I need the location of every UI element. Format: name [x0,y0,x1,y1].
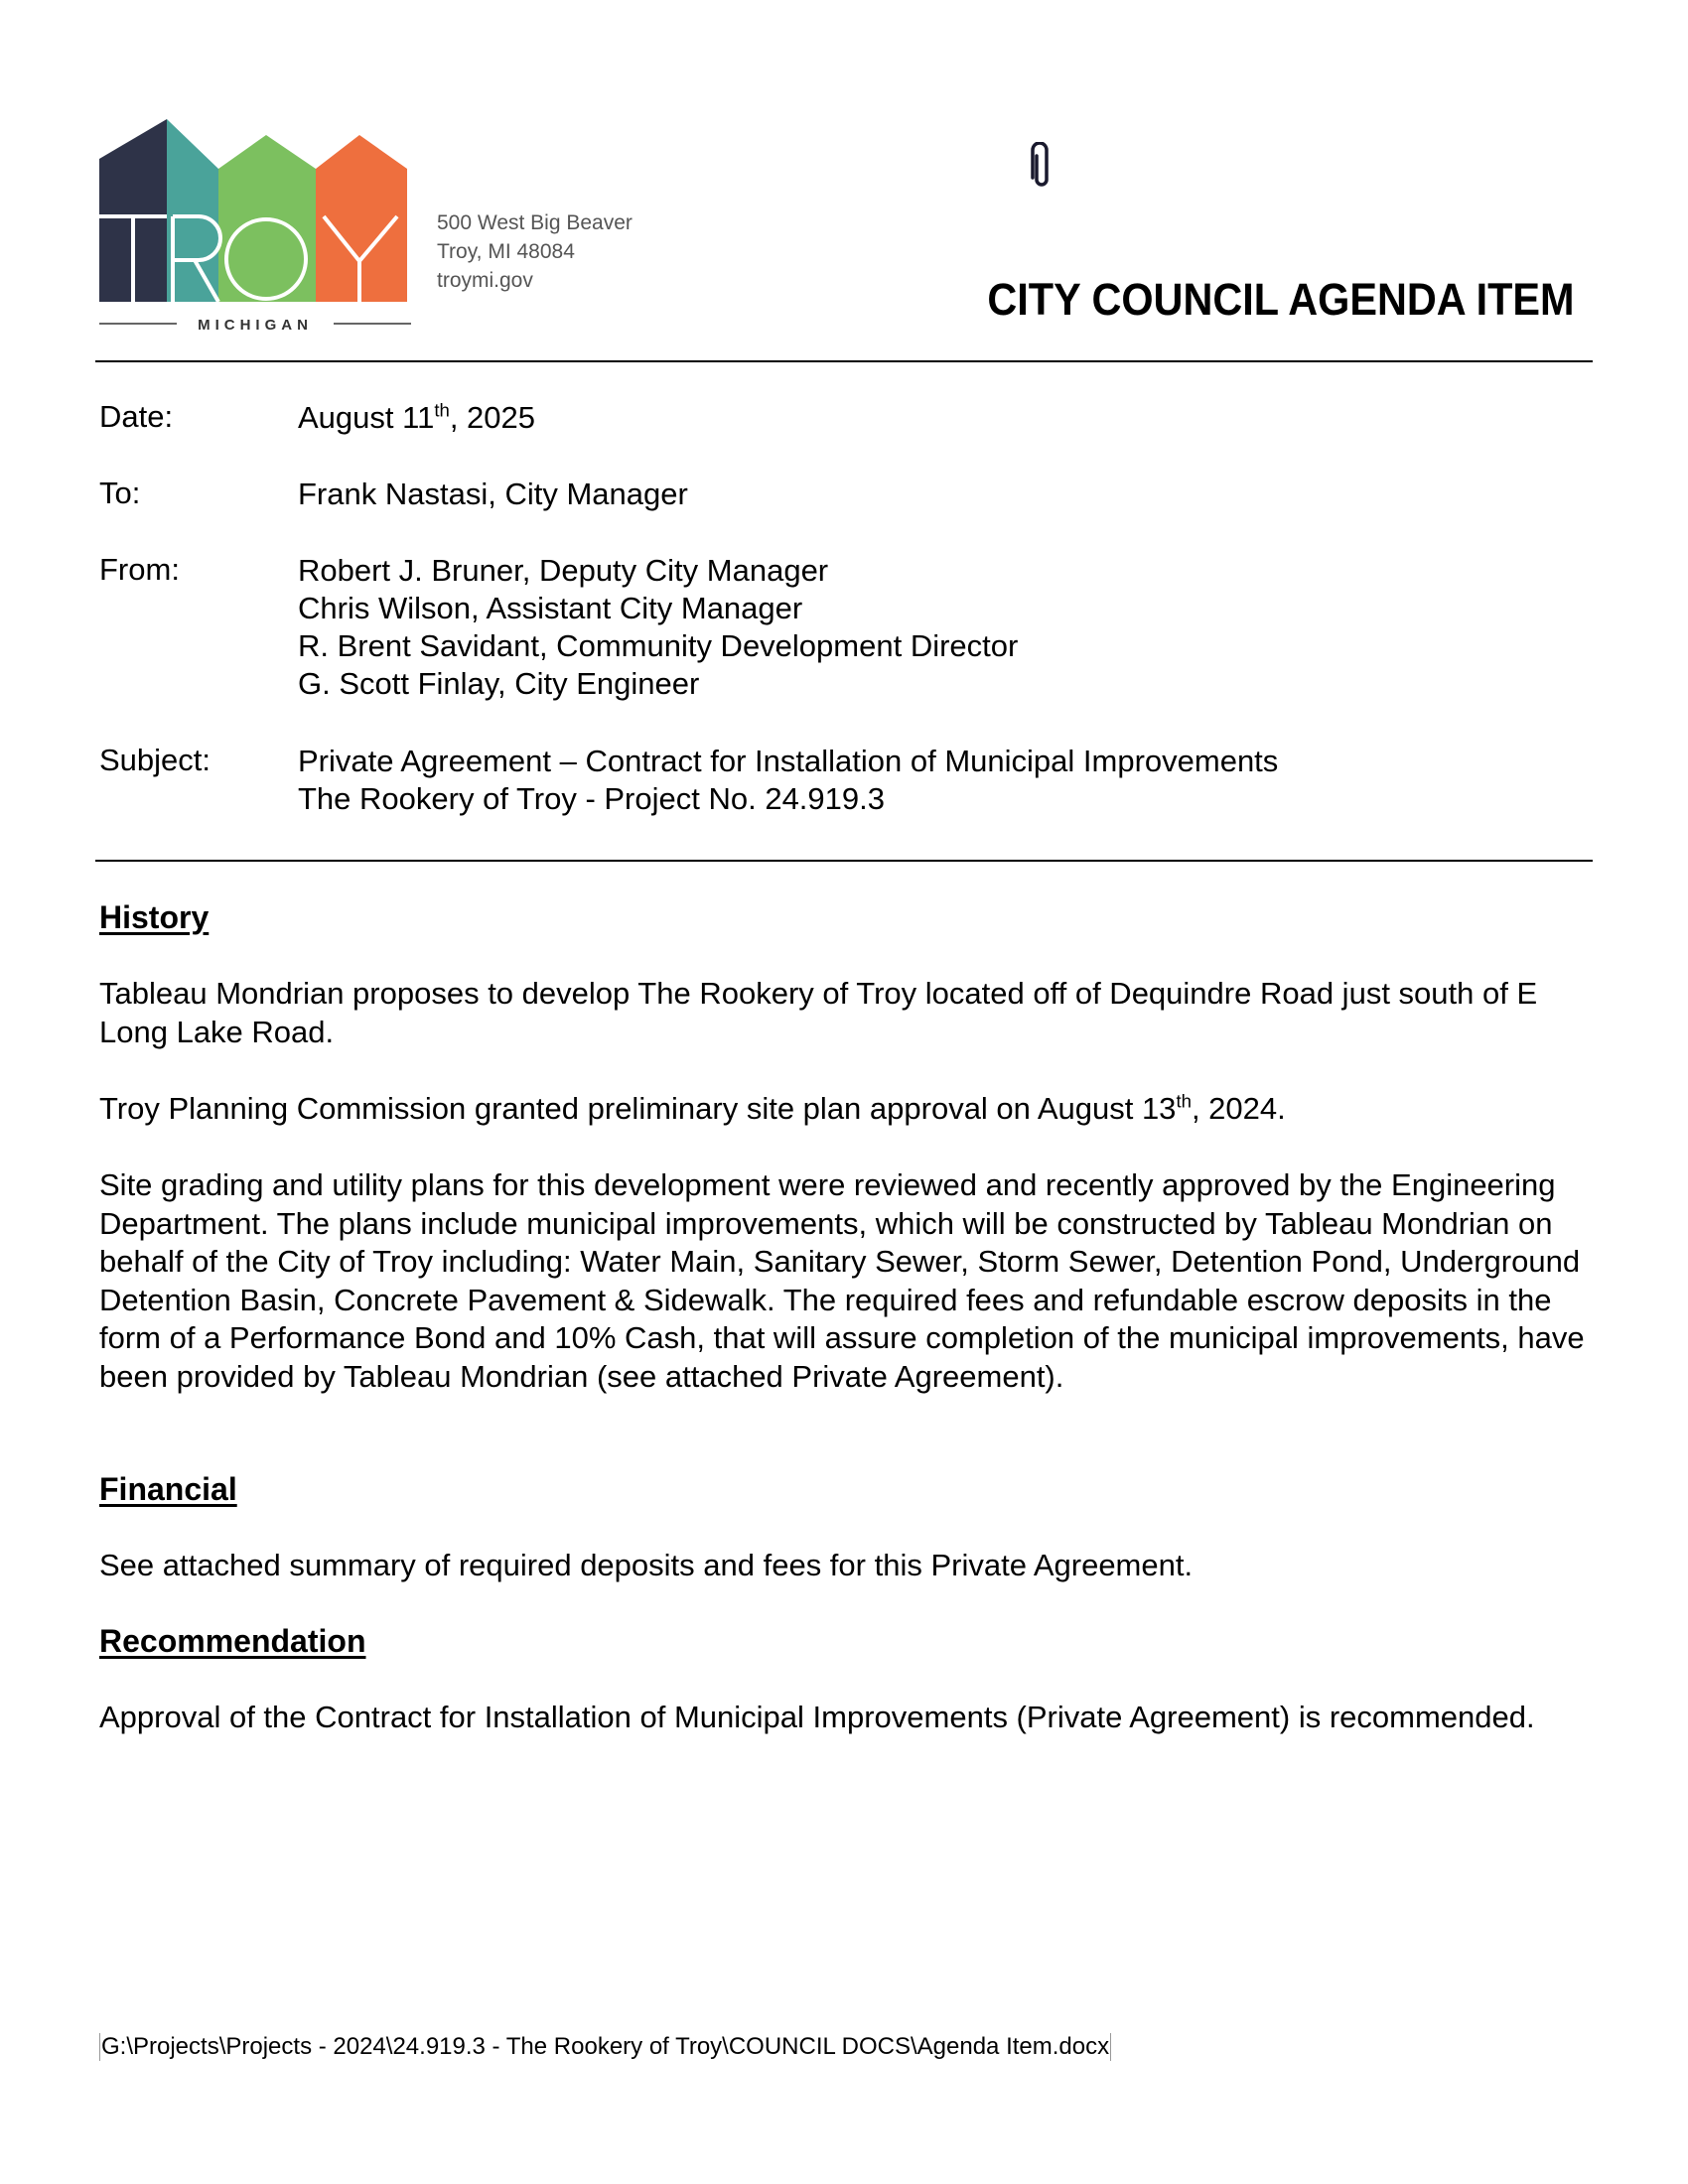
troy-logo [99,117,411,332]
document-title: CITY COUNCIL AGENDA ITEM [987,274,1575,325]
subject-line: Private Agreement – Contract for Installation of Municipal Improvements [298,744,1279,778]
financial-heading: Financial [99,1471,237,1507]
header-divider [95,360,1593,362]
address-line-2: Troy, MI 48084 [437,240,575,263]
subject-line: The Rookery of Troy - Project No. 24.919.3 [298,781,885,816]
history-paragraph-3: Site grading and utility plans for this development were reviewed and recently approved by the Engineering Department. The plans include municipal improvements, which will be constructed by Tableau Mondrian on behalf of the City of Troy including: Water Main, Sanitary Sewer, Storm Sewer, Detention Pond, Underground Detention Basin, Concrete Pavement & Sidewalk. The required fees and refundable escrow deposits in the form of a Performance Bond and 10% Cash, that will assure completion of the municipal improvements, have been provided by Tableau Mondrian (see attached Private Agreement). [99,1167,1585,1394]
from-line: Chris Wilson, Assistant City Manager [298,591,803,625]
from-line: R. Brent Savidant, Community Development Director [298,628,1019,663]
file-path-footer: G:\Projects\Projects - 2024\24.919.3 - The Rookery of Troy\COUNCIL DOCS\Agenda Item.docx [101,2033,1110,2060]
paperclip-icon [1029,142,1055,192]
subject-label: Subject: [99,743,211,777]
website: troymi.gov [437,269,533,292]
recommendation-paragraph: Approval of the Contract for Installation of Municipal Improvements (Private Agreement) is recommended. [99,1700,1535,1734]
to-label: To: [99,476,141,510]
subject-values [298,743,1278,818]
date-value: August 11th, 2025 [298,399,536,435]
history-paragraph-2: Troy Planning Commission granted preliminary site plan approval on August 13th, 2024. [99,1090,1286,1126]
recommendation-heading: Recommendation [99,1623,366,1659]
from-values [298,552,1018,703]
memo-divider [95,860,1593,862]
logo-state-text: MICHIGAN [198,317,313,332]
to-value: Frank Nastasi, City Manager [298,477,688,511]
city-address [437,208,633,295]
from-label: From: [99,552,180,587]
history-heading: History [99,899,210,935]
date-label: Date: [99,399,174,434]
from-line: G. Scott Finlay, City Engineer [298,666,700,701]
financial-paragraph: See attached summary of required deposits and fees for this Private Agreement. [99,1548,1194,1582]
history-paragraph-1: Tableau Mondrian proposes to develop The Rookery of Troy located off of Dequindre Road just south of E Long Lake Road. [99,976,1538,1049]
address-line-1: 500 West Big Beaver [437,211,633,234]
from-line: Robert J. Bruner, Deputy City Manager [298,553,829,588]
